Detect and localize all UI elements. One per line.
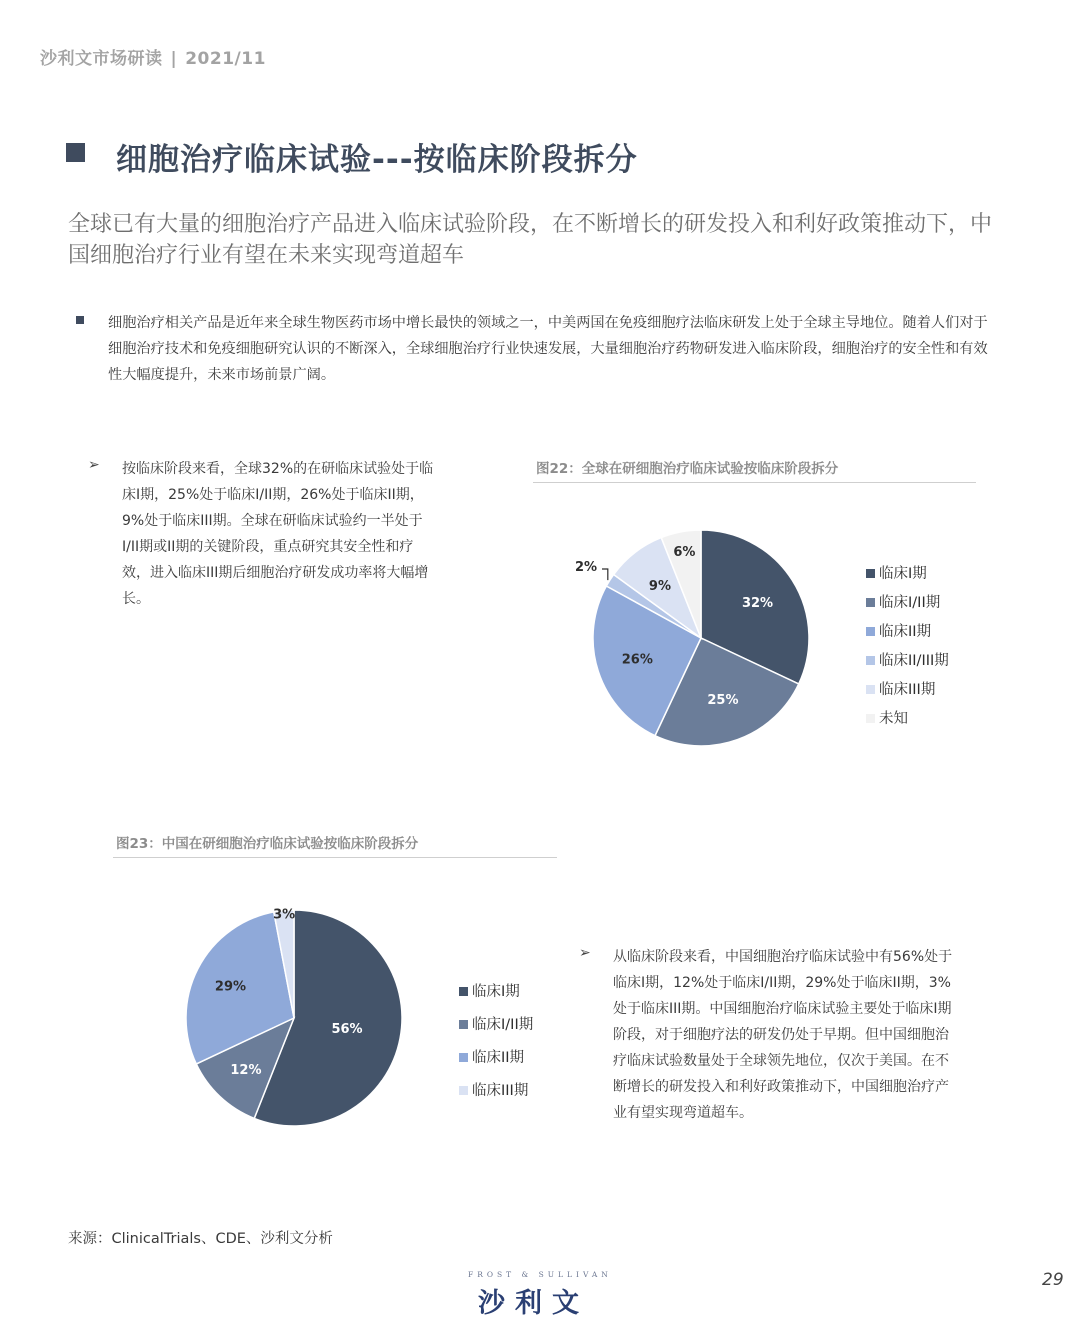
legend-swatch	[866, 714, 875, 723]
legend-swatch	[459, 1020, 468, 1029]
legend-swatch	[866, 627, 875, 636]
pie-data-label: 32%	[741, 596, 774, 612]
legend-swatch	[459, 1086, 468, 1095]
pie-data-label: 25%	[707, 692, 739, 708]
page-title: 细胞治疗临床试验---按临床阶段拆分	[116, 142, 638, 178]
pie-data-label: 29%	[214, 979, 247, 995]
pie-data-label: 3%	[273, 907, 296, 923]
figure-23-divider	[113, 857, 557, 858]
legend-swatch	[459, 1053, 468, 1062]
figure-23-caption: 图23：中国在研细胞治疗临床试验按临床阶段拆分	[116, 836, 419, 852]
header-brand: 沙利文市场研读	[40, 49, 163, 69]
page-number: 29	[1042, 1270, 1064, 1290]
intro-paragraph: 细胞治疗相关产品是近年来全球生物医药市场中增长最快的领域之一，中美两国在免疫细胞疗法临床研发上处于全球主导地位。随着人们对于细胞治疗技术和免疫细胞研究认识的不断深入，全球细胞治疗行业快速发展，大量细胞治疗药物研发进入临床阶段，细胞治疗的安全性和有效性大幅度提升，未来市场前景广阔。	[108, 315, 988, 383]
china-analysis-text: 从临床阶段来看，中国细胞治疗临床试验中有56%处于临床I期，12%处于临床I/II期，29%处于临床II期，3%处于临床III期。中国细胞治疗临床试验主要处于临床I期阶段，对于细胞疗法的研发仍处于早期。但中国细胞治疗临床试验数量处于全球领先地位，仅次于美国。在不断增长的研发投入和利好政策推动下，中国细胞治疗产业有望实现弯道超车。	[613, 949, 953, 1121]
title-square-icon	[66, 143, 85, 162]
legend-label: 临床II期	[879, 624, 932, 640]
figure-22-divider	[533, 482, 976, 483]
pie-data-label: 2%	[574, 560, 598, 575]
arrow-bullet-icon: ➢	[88, 457, 100, 473]
page-subtitle: 全球已有大量的细胞治疗产品进入临床试验阶段，在不断增长的研发投入和利好政策推动下，中国细胞治疗行业有望在未来实现弯道超车	[68, 212, 993, 268]
legend-label: 未知	[879, 711, 908, 727]
square-bullet-icon	[76, 316, 84, 324]
logo-latin-text: FROST & SULLIVAN	[468, 1270, 612, 1279]
china-pie-chart	[170, 895, 570, 1145]
figure-22-caption: 图22：全球在研细胞治疗临床试验按临床阶段拆分	[536, 461, 839, 477]
legend-swatch	[459, 987, 468, 996]
source-note: 来源：ClinicalTrials、CDE、沙利文分析	[68, 1231, 333, 1247]
legend-label: 临床I/II期	[879, 595, 941, 611]
header-separator: |	[170, 49, 178, 69]
legend-swatch	[866, 569, 875, 578]
pie-data-label: 6%	[673, 545, 696, 561]
header-date: 2021/11	[185, 49, 266, 69]
header-line	[40, 44, 266, 69]
pie-leader-line	[602, 569, 608, 580]
pie-data-label: 26%	[621, 652, 653, 668]
legend-label: 临床I/II期	[472, 1017, 534, 1033]
pie-data-label: 12%	[230, 1063, 262, 1079]
legend-label: 临床I期	[879, 566, 927, 582]
legend-swatch	[866, 656, 875, 665]
global-pie-chart	[560, 515, 980, 765]
legend-label: 临床III期	[472, 1083, 529, 1099]
legend-label: 临床III期	[879, 682, 936, 698]
pie-data-label: 56%	[331, 1022, 363, 1038]
sullivan-logo: 沙利文	[478, 1288, 589, 1319]
arrow-bullet-icon: ➢	[579, 945, 591, 961]
pie-data-label: 9%	[648, 579, 671, 595]
legend-swatch	[866, 685, 875, 694]
legend-label: 临床I期	[472, 984, 520, 1000]
legend-label: 临床II期	[472, 1050, 525, 1066]
legend-label: 临床II/III期	[879, 653, 949, 669]
legend-swatch	[866, 598, 875, 607]
global-analysis-text: 按临床阶段来看，全球32%的在研临床试验处于临床I期，25%处于临床I/II期，26%处于临床II期，9%处于临床III期。全球在研临床试验约一半处于I/II期或II期的关键阶段，重点研究其安全性和疗效，进入临床III期后细胞治疗研发成功率将大幅增长。	[122, 461, 434, 607]
